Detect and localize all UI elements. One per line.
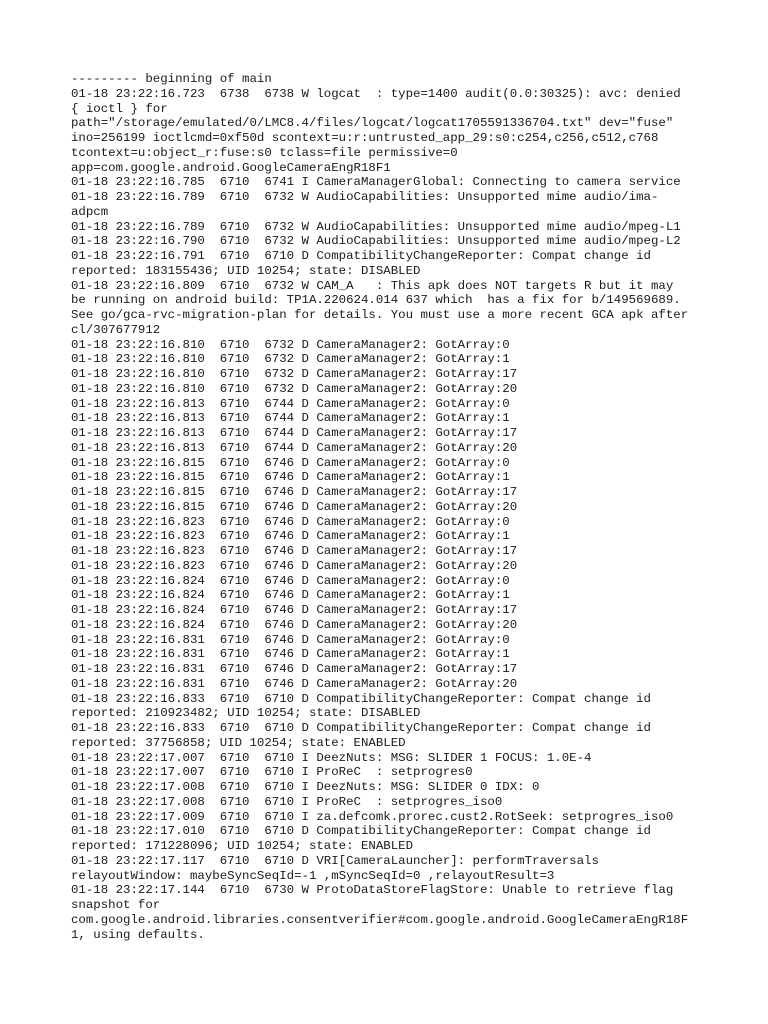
log-line: 01-18 23:22:16.813 6710 6744 D CameraManager2: GotArray:20 <box>71 440 518 455</box>
log-line: 01-18 23:22:16.813 6710 6744 D CameraManager2: GotArray:1 <box>71 411 510 426</box>
log-line: 01-18 23:22:16.810 6710 6732 D CameraManager2: GotArray:0 <box>71 337 510 352</box>
log-line: 1, using defaults. <box>71 927 205 942</box>
log-line: be running on android build: TP1A.220624.014 637 which has a fix for b/149569689. <box>71 293 681 308</box>
log-line: 01-18 23:22:17.144 6710 6730 W ProtoDataStoreFlagStore: Unable to retrieve flag <box>71 883 674 898</box>
log-line: 01-18 23:22:16.824 6710 6746 D CameraManager2: GotArray:0 <box>71 573 510 588</box>
log-line: 01-18 23:22:16.824 6710 6746 D CameraManager2: GotArray:20 <box>71 617 518 632</box>
log-line: 01-18 23:22:16.823 6710 6746 D CameraManager2: GotArray:1 <box>71 529 510 544</box>
log-line: { ioctl } for <box>71 101 168 116</box>
log-line: 01-18 23:22:16.831 6710 6746 D CameraManager2: GotArray:17 <box>71 662 518 676</box>
log-line: com.google.android.libraries.consentverifier#com.google.android.GoogleCameraEngR18F <box>71 912 689 927</box>
logcat-text-block <box>71 72 711 942</box>
log-line: cl/307677912 <box>71 322 161 337</box>
log-line: 01-18 23:22:16.810 6710 6732 D CameraManager2: GotArray:17 <box>71 367 518 381</box>
log-line: 01-18 23:22:16.810 6710 6732 D CameraManager2: GotArray:20 <box>71 381 518 396</box>
log-line: 01-18 23:22:16.831 6710 6746 D CameraManager2: GotArray:20 <box>71 676 518 691</box>
log-line: 01-18 23:22:16.789 6710 6732 W AudioCapabilities: Unsupported mime audio/mpeg-L1 <box>71 219 681 234</box>
log-line: 01-18 23:22:16.823 6710 6746 D CameraManager2: GotArray:20 <box>71 558 518 573</box>
log-line: 01-18 23:22:17.010 6710 6710 D CompatibilityChangeReporter: Compat change id <box>71 824 651 839</box>
log-line: 01-18 23:22:16.831 6710 6746 D CameraManager2: GotArray:0 <box>71 632 510 647</box>
log-line: ino=256199 ioctlcmd=0xf50d scontext=u:r:untrusted_app_29:s0:c254,c256,c512,c768 <box>71 131 659 145</box>
log-line: 01-18 23:22:16.823 6710 6746 D CameraManager2: GotArray:0 <box>71 514 510 529</box>
log-line: 01-18 23:22:17.008 6710 6710 I ProReC : setprogres_iso0 <box>71 794 503 809</box>
log-line: reported: 210923482; UID 10254; state: DISABLED <box>71 706 421 721</box>
log-line: adpcm <box>71 204 109 219</box>
log-line: 01-18 23:22:16.723 6738 6738 W logcat : type=1400 audit(0.0:30325): avc: denied <box>71 86 681 101</box>
log-line: 01-18 23:22:16.785 6710 6741 I CameraManagerGlobal: Connecting to camera service <box>71 175 681 190</box>
log-line: 01-18 23:22:17.007 6710 6710 I DeezNuts: MSG: SLIDER 1 FOCUS: 1.0E-4 <box>71 750 592 765</box>
log-line: 01-18 23:22:16.809 6710 6732 W CAM_A : This apk does NOT targets R but it may <box>71 278 674 293</box>
log-line: reported: 37756858; UID 10254; state: ENABLED <box>71 735 406 750</box>
log-line: tcontext=u:object_r:fuse:s0 tclass=file permissive=0 <box>71 145 458 160</box>
log-line: path="/storage/emulated/0/LMC8.4/files/logcat/logcat1705591336704.txt" dev="fuse" <box>71 116 674 131</box>
log-line: 01-18 23:22:17.009 6710 6710 I za.defcomk.prorec.cust2.RotSeek: setprogres_iso0 <box>71 809 674 824</box>
log-line: 01-18 23:22:16.833 6710 6710 D CompatibilityChangeReporter: Compat change id <box>71 691 651 706</box>
log-line: 01-18 23:22:16.813 6710 6744 D CameraManager2: GotArray:0 <box>71 396 510 411</box>
log-line: 01-18 23:22:16.791 6710 6710 D CompatibilityChangeReporter: Compat change id <box>71 249 651 263</box>
log-line: 01-18 23:22:17.117 6710 6710 D VRI[CameraLauncher]: performTraversals <box>71 853 599 868</box>
log-line: 01-18 23:22:16.833 6710 6710 D CompatibilityChangeReporter: Compat change id <box>71 721 651 735</box>
log-line: 01-18 23:22:16.823 6710 6746 D CameraManager2: GotArray:17 <box>71 544 518 558</box>
log-line: 01-18 23:22:16.831 6710 6746 D CameraManager2: GotArray:1 <box>71 647 510 662</box>
log-line: 01-18 23:22:17.007 6710 6710 I ProReC : setprogres0 <box>71 765 473 780</box>
log-line: 01-18 23:22:16.813 6710 6744 D CameraManager2: GotArray:17 <box>71 426 518 440</box>
log-line: See go/gca-rvc-migration-plan for details. You must use a more recent GCA apk after <box>71 308 689 322</box>
log-line: 01-18 23:22:16.810 6710 6732 D CameraManager2: GotArray:1 <box>71 352 510 367</box>
log-line: 01-18 23:22:16.815 6710 6746 D CameraManager2: GotArray:0 <box>71 455 510 470</box>
log-line: 01-18 23:22:16.789 6710 6732 W AudioCapabilities: Unsupported mime audio/ima- <box>71 190 659 204</box>
log-line: app=com.google.android.GoogleCameraEngR18F1 <box>71 160 391 175</box>
log-line: --------- beginning of main <box>71 72 272 86</box>
log-line: 01-18 23:22:16.815 6710 6746 D CameraManager2: GotArray:20 <box>71 499 518 514</box>
log-line: 01-18 23:22:16.815 6710 6746 D CameraManager2: GotArray:1 <box>71 470 510 485</box>
log-line: 01-18 23:22:17.008 6710 6710 I DeezNuts: MSG: SLIDER 0 IDX: 0 <box>71 780 540 794</box>
log-line: relayoutWindow: maybeSyncSeqId=-1 ,mSyncSeqId=0 ,relayoutResult=3 <box>71 868 555 883</box>
log-line: 01-18 23:22:16.790 6710 6732 W AudioCapabilities: Unsupported mime audio/mpeg-L2 <box>71 234 681 249</box>
log-line: reported: 171228096; UID 10254; state: ENABLED <box>71 839 414 853</box>
log-line: reported: 183155436; UID 10254; state: DISABLED <box>71 263 421 278</box>
log-line: 01-18 23:22:16.824 6710 6746 D CameraManager2: GotArray:17 <box>71 603 518 617</box>
log-line: 01-18 23:22:16.824 6710 6746 D CameraManager2: GotArray:1 <box>71 588 510 603</box>
log-line: snapshot for <box>71 898 161 912</box>
log-line: 01-18 23:22:16.815 6710 6746 D CameraManager2: GotArray:17 <box>71 485 518 499</box>
